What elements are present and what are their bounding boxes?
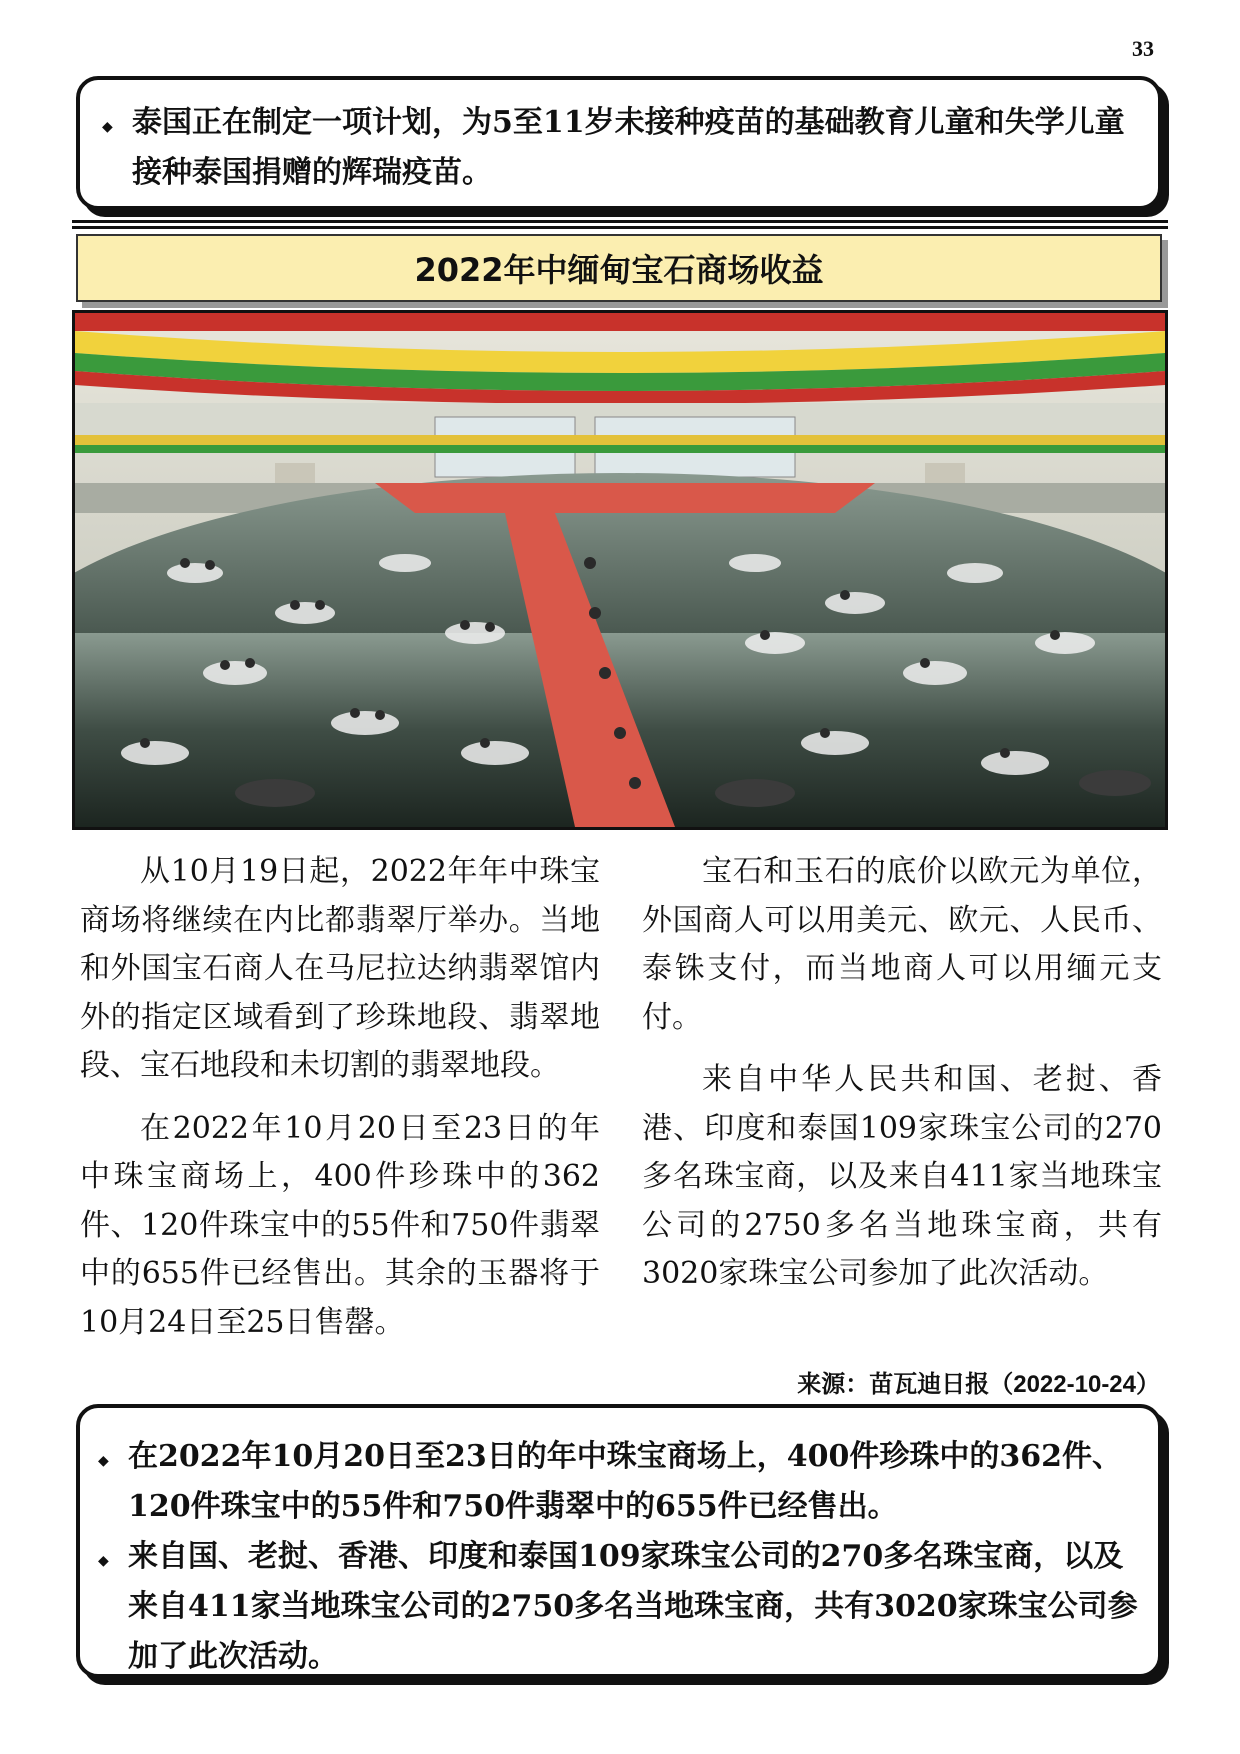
- article-title: 2022年中缅甸宝石商场收益: [76, 234, 1162, 302]
- paragraph: 宝石和玉石的底价以欧元为单位，外国商人可以用美元、欧元、人民币、泰铢支付，而当地商人可以用缅元支付。: [642, 854, 1162, 1035]
- source-label: 来源：苗瓦迪日报（: [797, 1369, 1014, 1398]
- summary-box-top: [76, 76, 1162, 210]
- bullet-text: 来自国、老挝、香港、印度和泰国109家珠宝公司的270多名珠宝商，以及来自411家当地珠宝公司的2750多名当地珠宝商，共有3020家珠宝公司参加了此次活动。: [128, 1539, 1138, 1674]
- bullet-item: [98, 1532, 1138, 1682]
- bullet-item: [98, 1432, 1138, 1532]
- source-close: ）: [1136, 1369, 1160, 1398]
- summary-box-bottom: [76, 1404, 1162, 1678]
- bullet-item: [102, 98, 1138, 198]
- gem-emporium-hall-photo: [72, 310, 1168, 830]
- paragraph: 在2022年10月20日至23日的年中珠宝商场上，400件珍珠中的362件、120件珠宝中的55件和750件翡翠中的655件已经售出。其余的玉器将于10月24日至25日售罄。: [80, 1110, 600, 1340]
- divider-rule: [72, 226, 1168, 229]
- article-source: [700, 1364, 1160, 1399]
- bullet-text: 在2022年10月20日至23日的年中珠宝商场上，400件珍珠中的362件、120件珠宝中的55件和750件翡翠中的655件已经售出。: [128, 1439, 1122, 1524]
- divider-rule: [72, 220, 1168, 223]
- diamond-bullet-icon: ◆: [98, 1453, 109, 1469]
- bullet-text: 泰国正在制定一项计划，为5至11岁未接种疫苗的基础教育儿童和失学儿童接种泰国捐赠的辉瑞疫苗。: [132, 105, 1125, 190]
- source-date: 2022-10-24: [1013, 1371, 1136, 1398]
- page-number: 33: [1132, 36, 1154, 61]
- article-column-right: [642, 848, 1162, 1313]
- diamond-bullet-icon: ◆: [102, 119, 113, 135]
- article-column-left: [80, 848, 600, 1361]
- diamond-bullet-icon: ◆: [98, 1553, 109, 1569]
- paragraph: 从10月19日起，2022年年中珠宝商场将继续在内比都翡翠厅举办。当地和外国宝石商人在马尼拉达纳翡翠馆内外的指定区域看到了珍珠地段、翡翠地段、宝石地段和未切割的翡翠地段。: [80, 854, 600, 1083]
- paragraph: 来自中华人民共和国、老挝、香港、印度和泰国109家珠宝公司的270多名珠宝商，以及来自411家当地珠宝公司的2750多名当地珠宝商，共有3020家珠宝公司参加了此次活动。: [642, 1062, 1162, 1291]
